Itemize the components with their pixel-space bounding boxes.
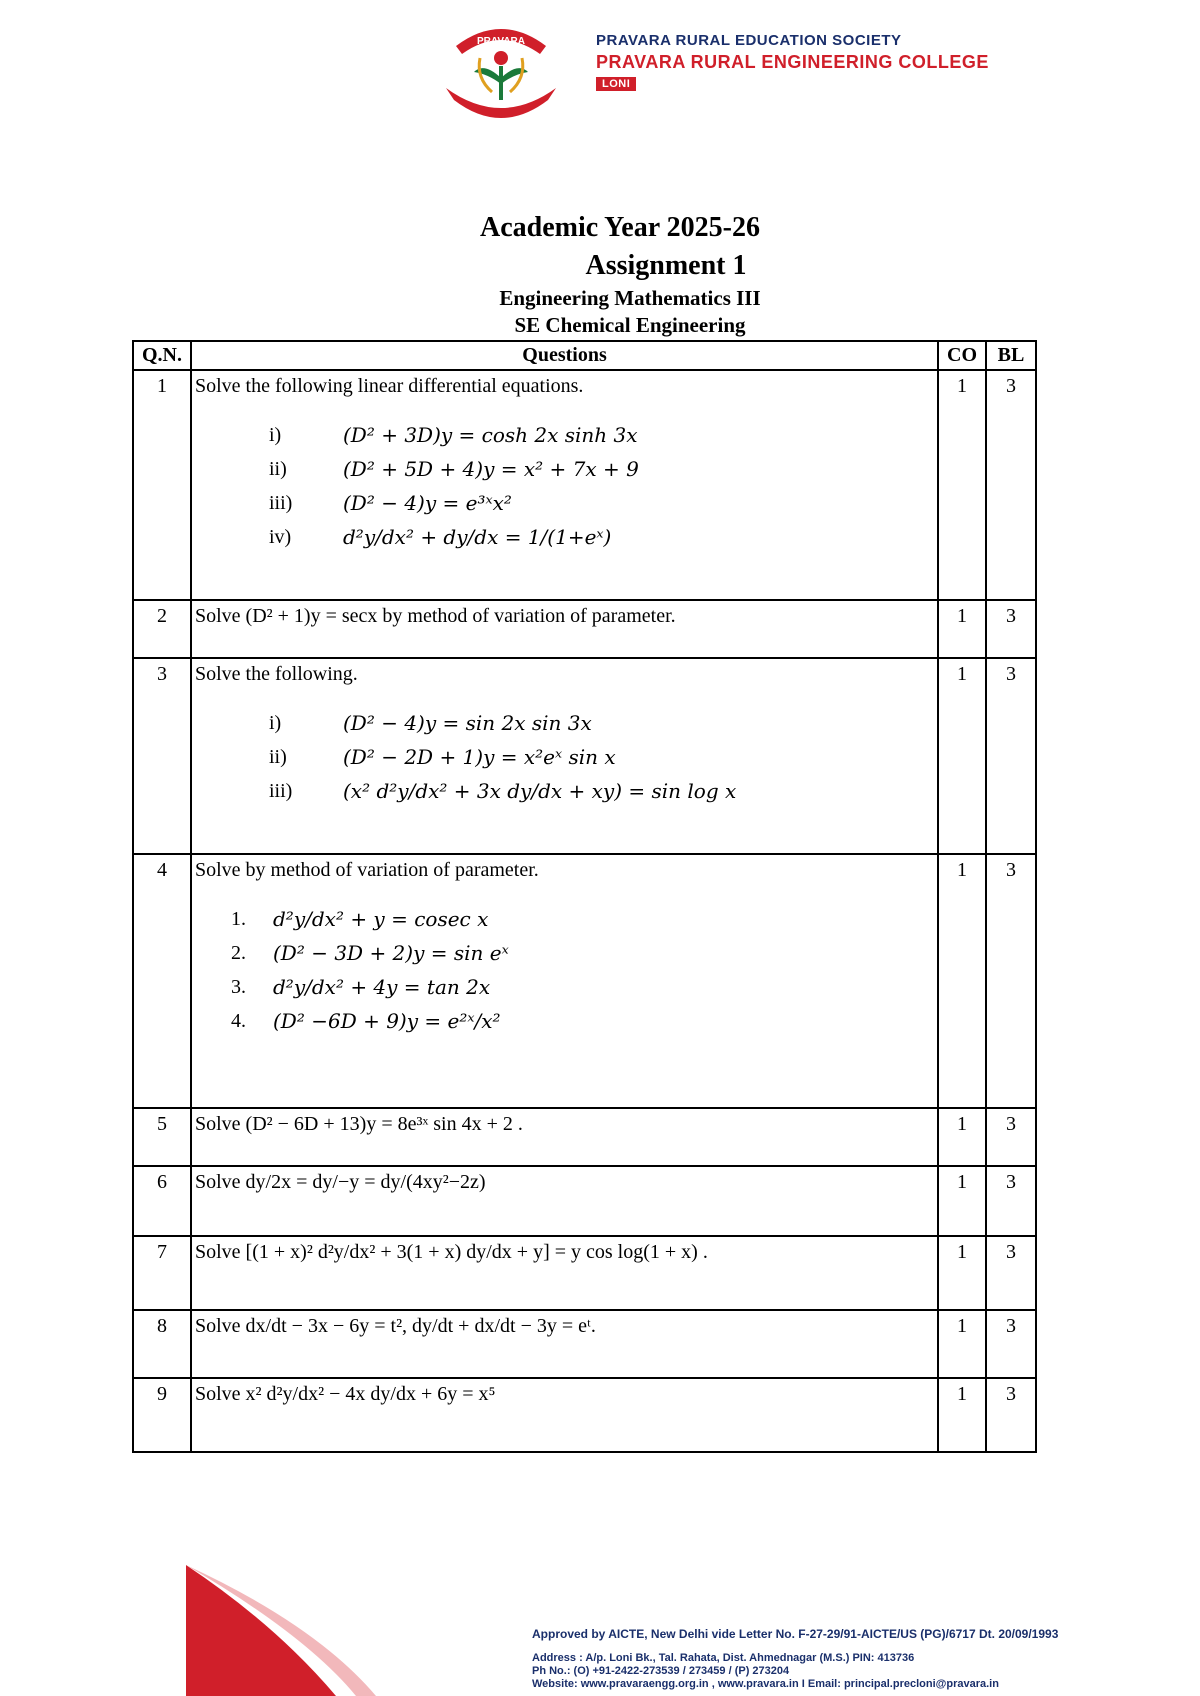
sub-expression: (D² − 4)y = e³ˣx²	[343, 491, 512, 515]
sub-expression: (x² d²y/dx² + 3x dy/dx + xy) = sin log x	[343, 779, 737, 803]
list-item	[195, 522, 934, 552]
sub-expression: (D² −6D + 9)y = e²ˣ/x²	[273, 1009, 501, 1033]
bl-value: 3	[986, 370, 1036, 600]
list-item	[195, 420, 934, 450]
question-number: 9	[133, 1378, 191, 1452]
list-item	[195, 454, 934, 484]
question-text: Solve [(1 + x)² d²y/dx² + 3(1 + x) dy/dx + y] = y cos log(1 + x) .	[191, 1236, 938, 1310]
questions-table	[132, 340, 1037, 1453]
sub-label: i)	[269, 423, 282, 446]
footer-address: Address : A/p. Loni Bk., Tal. Rahata, Dist. Ahmednagar (M.S.) PIN: 413736	[532, 1652, 915, 1664]
sub-expression: d²y/dx² + y = cosec x	[273, 907, 489, 931]
sub-expression: (D² + 3D)y = cosh 2x sinh 3x	[343, 423, 638, 447]
page-footer	[186, 1565, 1116, 1696]
bl-value: 3	[986, 1236, 1036, 1310]
sub-expression: (D² − 2D + 1)y = x²eˣ sin x	[343, 745, 616, 769]
question-number: 6	[133, 1166, 191, 1236]
bl-value: 3	[986, 1378, 1036, 1452]
bl-value: 3	[986, 1166, 1036, 1236]
bl-value: 3	[986, 658, 1036, 854]
list-item	[195, 776, 934, 806]
question-number: 5	[133, 1108, 191, 1166]
sub-expression: (D² − 4)y = sin 2x sin 3x	[343, 711, 592, 735]
question-cell	[191, 658, 938, 854]
sub-label: iii)	[269, 491, 293, 514]
co-value: 1	[938, 1236, 986, 1310]
table-row	[133, 854, 1036, 1108]
header-qn: Q.N.	[133, 341, 191, 370]
sub-expression: d²y/dx² + dy/dx = 1/(1+eˣ)	[343, 525, 612, 549]
list-item	[195, 708, 934, 738]
bl-value: 3	[986, 1310, 1036, 1378]
sub-expression: (D² − 3D + 2)y = sin eˣ	[273, 941, 509, 965]
question-number: 7	[133, 1236, 191, 1310]
table-row	[133, 1236, 1036, 1310]
table-row	[133, 370, 1036, 600]
sub-label: 2.	[231, 941, 246, 964]
co-value: 1	[938, 600, 986, 658]
question-text: Solve dy/2x = dy/−y = dy/(4xy²−2z)	[191, 1166, 938, 1236]
question-number: 3	[133, 658, 191, 854]
sub-question-list	[195, 420, 934, 552]
table-row	[133, 1166, 1036, 1236]
header-questions: Questions	[191, 341, 938, 370]
society-name: PRAVARA RURAL EDUCATION SOCIETY	[596, 32, 902, 49]
question-text: Solve (D² + 1)y = secx by method of variation of parameter.	[191, 600, 938, 658]
sub-label: ii)	[269, 457, 287, 480]
bl-value: 3	[986, 1108, 1036, 1166]
sub-question-list	[195, 904, 934, 1036]
co-value: 1	[938, 854, 986, 1108]
sub-label: i)	[269, 711, 282, 734]
table-row	[133, 600, 1036, 658]
question-text: Solve (D² − 6D + 13)y = 8e³ˣ sin 4x + 2 .	[191, 1108, 938, 1166]
logo-text: PRAVARA	[477, 36, 525, 47]
table-row	[133, 658, 1036, 854]
question-text: Solve x² d²y/dx² − 4x dy/dx + 6y = x⁵	[191, 1378, 938, 1452]
table-row	[133, 1310, 1036, 1378]
location-badge: LONI	[596, 77, 636, 91]
question-number: 2	[133, 600, 191, 658]
footer-phone: Ph No.: (O) +91-2422-273539 / 273459 / (P) 273204	[532, 1665, 790, 1677]
sub-label: 3.	[231, 975, 246, 998]
table-row	[133, 1378, 1036, 1452]
sub-label: ii)	[269, 745, 287, 768]
co-value: 1	[938, 1166, 986, 1236]
question-text: Solve dx/dt − 3x − 6y = t², dy/dt + dx/dt − 3y = eᵗ.	[191, 1310, 938, 1378]
question-cell	[191, 370, 938, 600]
sub-expression: (D² + 5D + 4)y = x² + 7x + 9	[343, 457, 639, 481]
sub-label: iii)	[269, 779, 293, 802]
table-row	[133, 1108, 1036, 1166]
list-item	[195, 742, 934, 772]
co-value: 1	[938, 1108, 986, 1166]
department-title: SE Chemical Engineering	[514, 313, 746, 337]
header-co: CO	[938, 341, 986, 370]
footer-approval: Approved by AICTE, New Delhi vide Letter No. F-27-29/91-AICTE/US (PG)/6717 Dt. 20/09/1993	[532, 1627, 1059, 1641]
college-logo	[436, 18, 566, 126]
list-item	[195, 972, 934, 1002]
list-item	[195, 1006, 934, 1036]
question-text: Solve by method of variation of parameter.	[195, 859, 539, 881]
list-item	[195, 904, 934, 934]
question-number: 1	[133, 370, 191, 600]
co-value: 1	[938, 1310, 986, 1378]
sub-expression: d²y/dx² + 4y = tan 2x	[273, 975, 491, 999]
table-header-row	[133, 341, 1036, 370]
college-name: PRAVARA RURAL ENGINEERING COLLEGE	[596, 52, 989, 72]
list-item	[195, 938, 934, 968]
subject-title: Engineering Mathematics III	[499, 286, 761, 310]
header-bl: BL	[986, 341, 1036, 370]
co-value: 1	[938, 370, 986, 600]
sub-label: 4.	[231, 1009, 246, 1032]
sub-label: 1.	[231, 907, 246, 930]
footer-website: Website: www.pravaraengg.org.in , www.pravara.in I Email: principal.precloni@pravara.in	[532, 1678, 999, 1690]
question-number: 8	[133, 1310, 191, 1378]
co-value: 1	[938, 1378, 986, 1452]
co-value: 1	[938, 658, 986, 854]
question-text: Solve the following.	[195, 663, 358, 685]
academic-year: Academic Year 2025-26	[480, 212, 760, 243]
bl-value: 3	[986, 600, 1036, 658]
sub-question-list	[195, 708, 934, 806]
bl-value: 3	[986, 854, 1036, 1108]
question-text: Solve the following linear differential equations.	[195, 375, 584, 397]
list-item	[195, 488, 934, 518]
sub-label: iv)	[269, 525, 292, 548]
question-cell	[191, 854, 938, 1108]
question-number: 4	[133, 854, 191, 1108]
assignment-title: Assignment 1	[585, 250, 747, 281]
